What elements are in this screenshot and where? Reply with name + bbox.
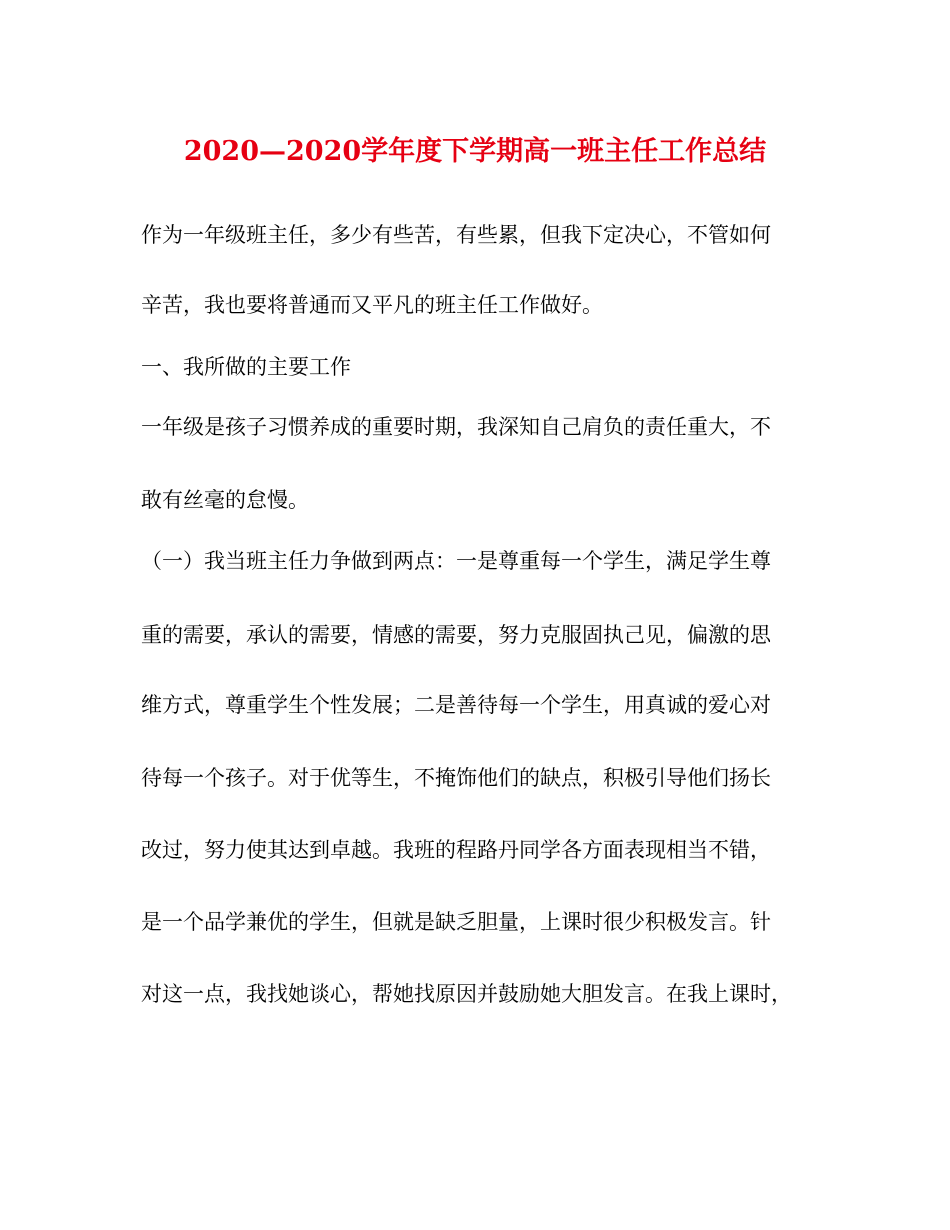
paragraph-line: 敢有丝毫的怠慢。 (141, 488, 309, 512)
section-heading: 一、我所做的主要工作 (141, 355, 351, 379)
paragraph-line: 一年级是孩子习惯养成的重要时期，我深知自己肩负的责任重大，不 (141, 415, 771, 439)
document-title: 2020—2020学年度下学期高一班主任工作总结 (183, 136, 767, 167)
paragraph-line: （一）我当班主任力争做到两点：一是尊重每一个学生，满足学生尊 (141, 549, 771, 573)
paragraph-line: 作为一年级班主任，多少有些苦，有些累，但我下定决心，不管如何 (141, 223, 771, 247)
paragraph-line: 改过，努力使其达到卓越。我班的程路丹同学各方面表现相当不错， (141, 838, 771, 862)
paragraph-line: 重的需要，承认的需要，情感的需要，努力克服固执己见，偏激的思 (141, 623, 771, 647)
paragraph-line: 辛苦，我也要将普通而又平凡的班主任工作做好。 (141, 293, 603, 317)
paragraph-line: 是一个品学兼优的学生，但就是缺乏胆量，上课时很少积极发言。针 (141, 910, 771, 934)
paragraph-line: 维方式，尊重学生个性发展；二是善待每一个学生，用真诚的爱心对 (141, 693, 771, 717)
paragraph-line: 待每一个孩子。对于优等生，不掩饰他们的缺点，积极引导他们扬长 (141, 766, 771, 790)
paragraph-line: 对这一点，我找她谈心，帮她找原因并鼓励她大胆发言。在我上课时， (141, 982, 792, 1006)
